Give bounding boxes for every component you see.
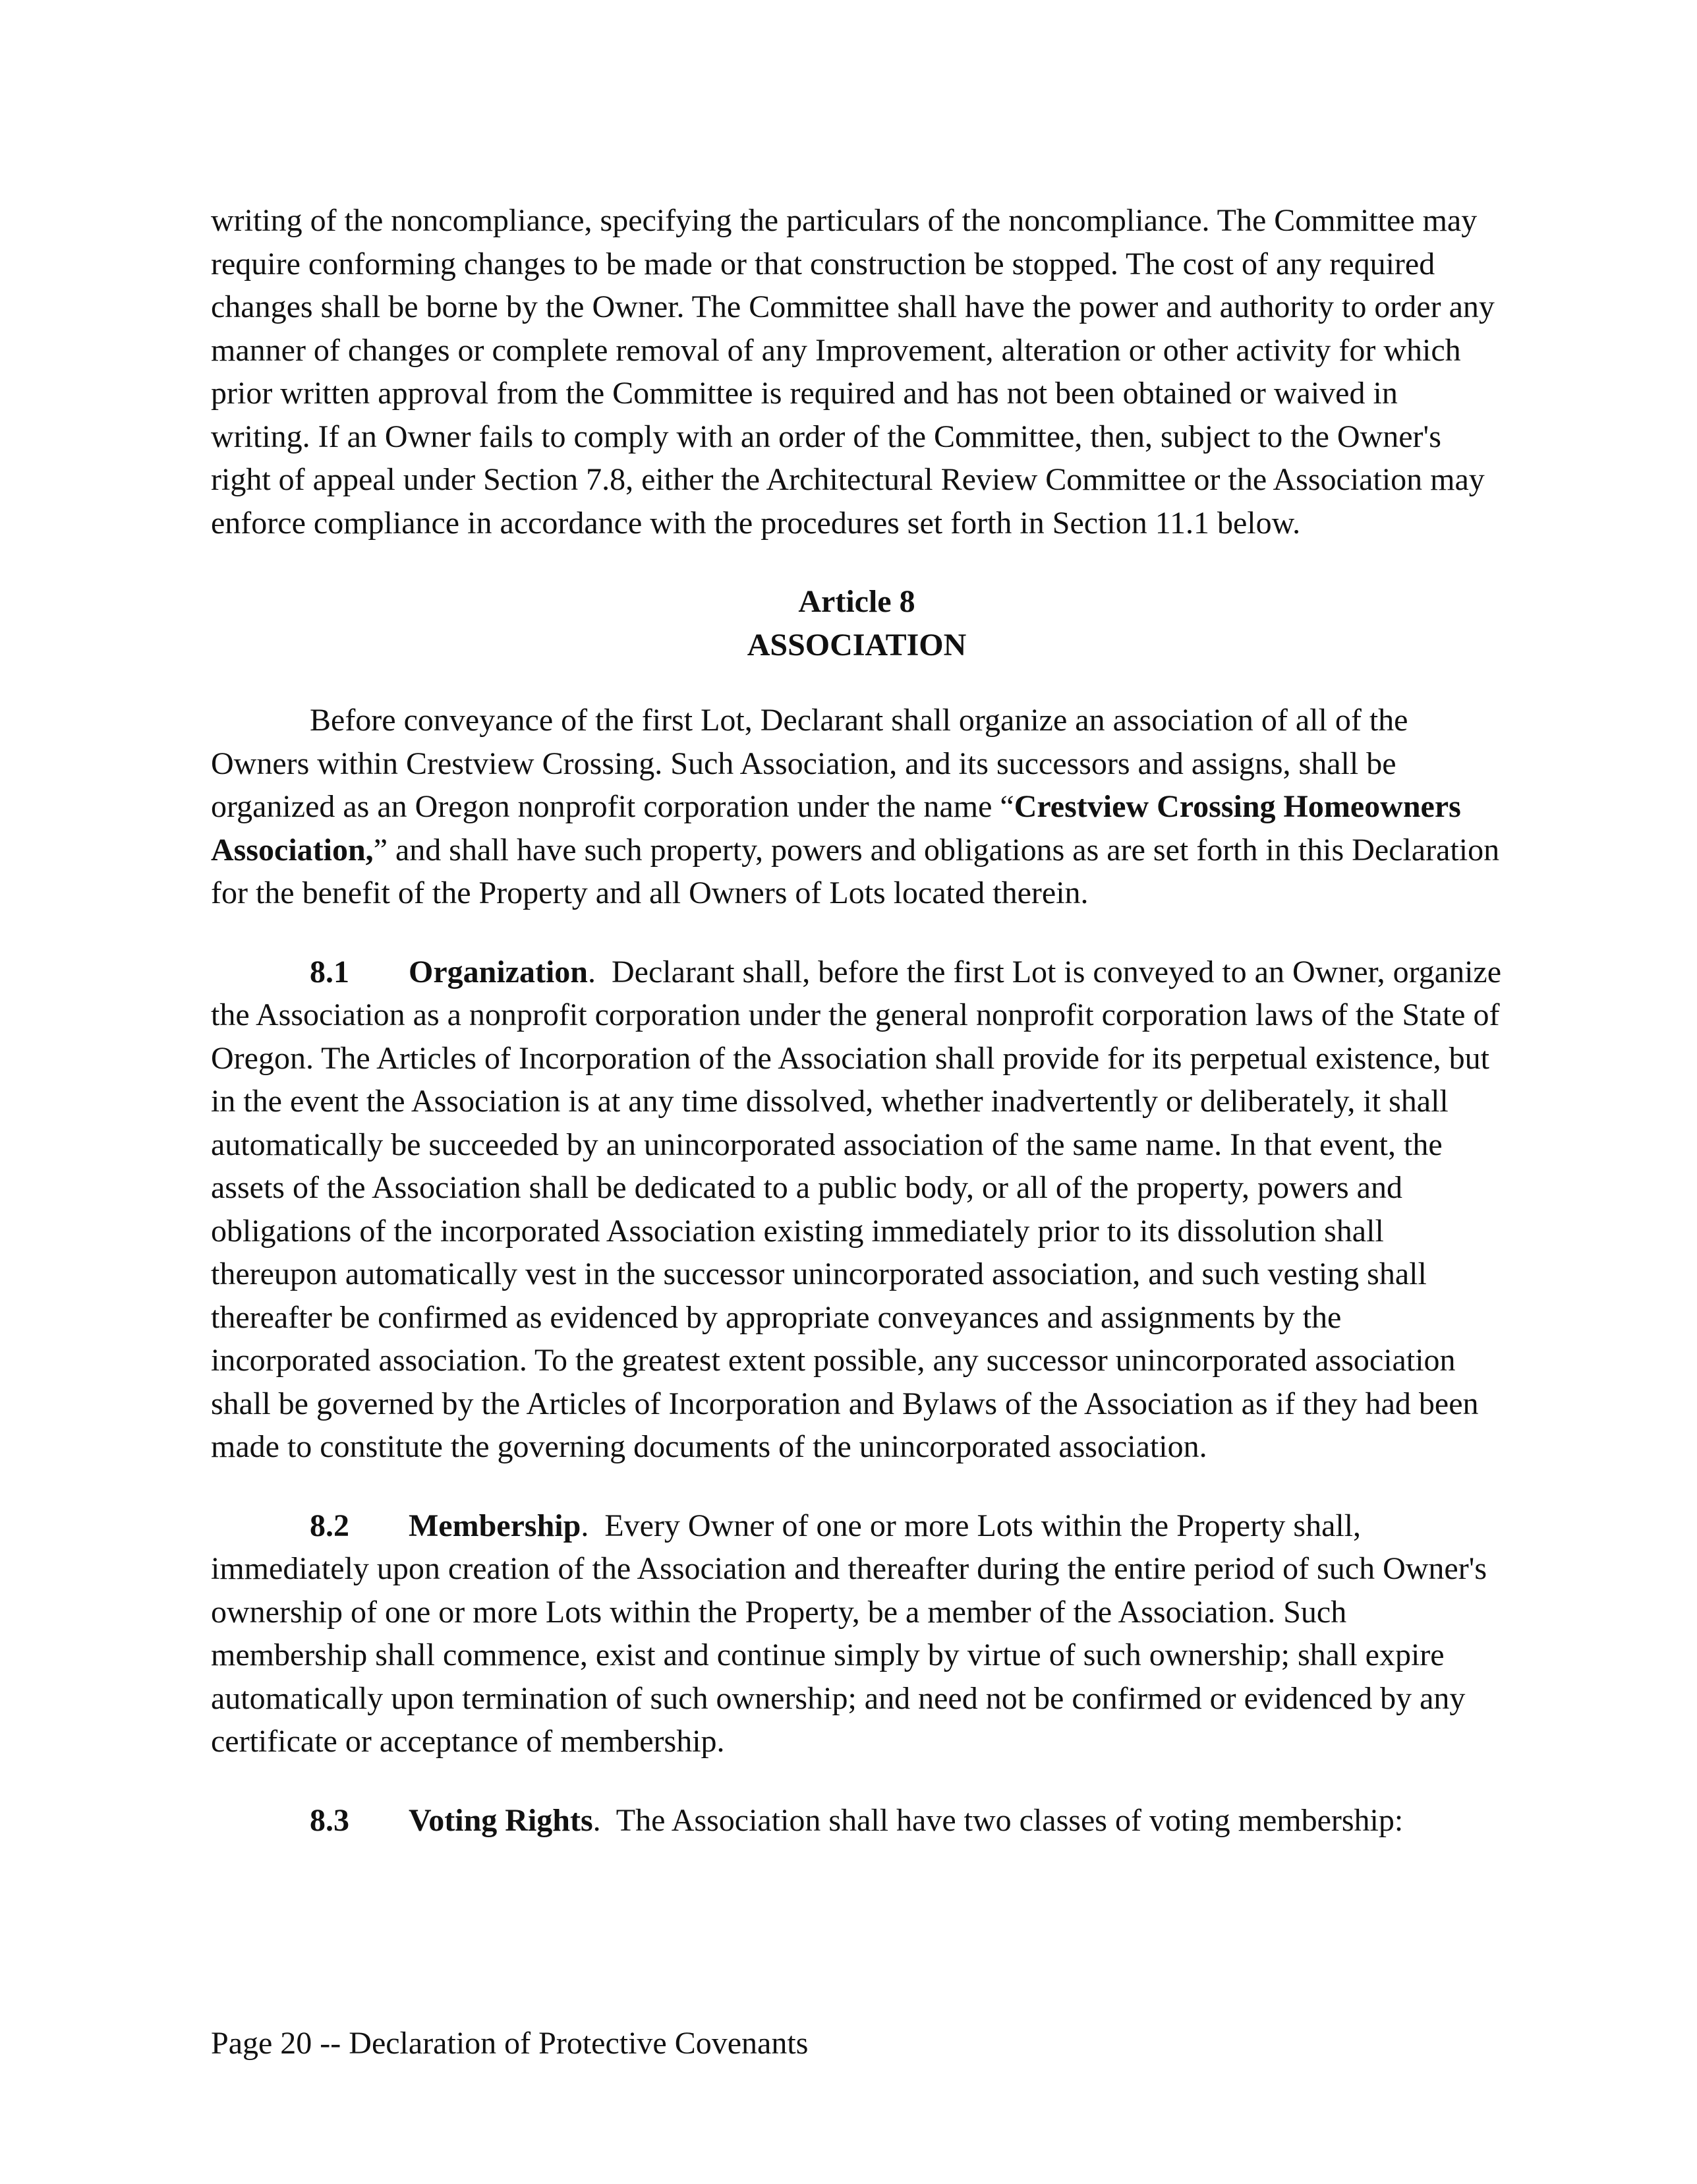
article-number: Article 8 [798,584,915,619]
section-number: 8.3 [310,1802,349,1838]
section-title: Voting Rights [409,1802,593,1838]
article-title: ASSOCIATION [747,628,967,663]
continued-paragraph: writing of the noncompliance, specifying the particulars of the noncompliance. The Committee may require conforming changes to be made or that construction be stopped. The cost of any required changes shall be borne by the Owner. The Committee shall have the power and authority to order any manner of changes or complete removal of any Improvement, alteration or other activity for which prior written approval from the Committee is required and has not been obtained or waived in writing. If an Owner fails to comply with an order of the Committee, then, subject to the Owner's right of appeal under Section 7.8, either the Architectural Review Committee or the Association may enforce compliance in accordance with the procedures set forth in Section 11.1 below. [211,203,1495,541]
section-8-3: 8.3 Voting Rights. The Association shall have two classes of voting membership: [211,1799,1503,1843]
section-text: Every Owner of one or more Lots within the Property shall, immediately upon creation of the Association and thereafter during the entire period of such Owner's ownership of one or more Lots within the Property, be a member of the Association. Such membership shall commence, exist and continue simply by virtue of such ownership; shall expire automatically upon termination of such ownership; and need not be confirmed or evidenced by any certificate or acceptance of membership. [211,1508,1487,1759]
section-number: 8.2 [310,1508,349,1543]
page-footer: Page 20 -- Declaration of Protective Covenants [211,2026,809,2061]
document-body [211,199,1503,1842]
section-text: The Association shall have two classes of voting membership: [616,1802,1404,1838]
section-title: Organization [409,954,588,989]
section-number: 8.1 [310,954,349,989]
intro-text-before: Before conveyance of the first Lot, Declarant shall organize an association of all of the Owners within Crestview Crossing. Such Association, and its successors and assigns, shall be organized as an Oregon nonprofit corporation under the name “ [211,703,1408,824]
intro-text-after: ” and shall have such property, powers and obligations as are set forth in this Declaration for the benefit of the Property and all Owners of Lots located therein. [211,832,1500,910]
section-8-1: 8.1 Organization. Declarant shall, before the first Lot is conveyed to an Owner, organize the Association as a nonprofit corporation under the general nonprofit corporation laws of the State of Oregon. The Articles of Incorporation of the Association shall provide for its perpetual existence, but in the event the Association is at any time dissolved, whether inadvertently or deliberately, it shall automatically be succeeded by an unincorporated association of the same name. In that event, the assets of the Association shall be dedicated to a public body, or all of the property, powers and obligations of the incorporated Association existing immediately prior to its dissolution shall thereupon automatically vest in the successor unincorporated association, and such vesting shall thereafter be confirmed as evidenced by appropriate conveyances and assignments by the incorporated association. To the greatest extent possible, any successor unincorporated association shall be governed by the Articles of Incorporation and Bylaws of the Association as if they had been made to constitute the governing documents of the unincorporated association. [211,951,1503,1469]
article-intro-paragraph [211,699,1503,915]
section-title: Membership [409,1508,581,1543]
section-8-2: 8.2 Membership. Every Owner of one or more Lots within the Property shall, immediately upon creation of the Association and thereafter during the entire period of such Owner's ownership of one or more Lots within the Property, be a member of the Association. Such membership shall commence, exist and continue simply by virtue of such ownership; shall expire automatically upon termination of such ownership; and need not be confirmed or evidenced by any certificate or acceptance of membership. [211,1504,1503,1763]
association-name: Crestview Crossing Homeowners Association, [211,789,1461,868]
section-text: Declarant shall, before the first Lot is conveyed to an Owner, organize the Association as a nonprofit corporation under the general nonprofit corporation laws of the State of Oregon. The Articles of Incorporation of the Association shall provide for its perpetual existence, but in the event the Association is at any time dissolved, whether inadvertently or deliberately, it shall automatically be succeeded by an unincorporated association of the same name. In that event, the assets of the Association shall be dedicated to a public body, or all of the property, powers and obligations of the incorporated Association existing immediately prior to its dissolution shall thereupon automatically vest in the successor unincorporated association, and such vesting shall thereafter be confirmed as evidenced by appropriate conveyances and assignments by the incorporated association. To the greatest extent possible, any successor unincorporated association shall be governed by the Articles of Incorporation and Bylaws of the Association as if they had been made to constitute the governing documents of the unincorporated association. [211,954,1502,1464]
